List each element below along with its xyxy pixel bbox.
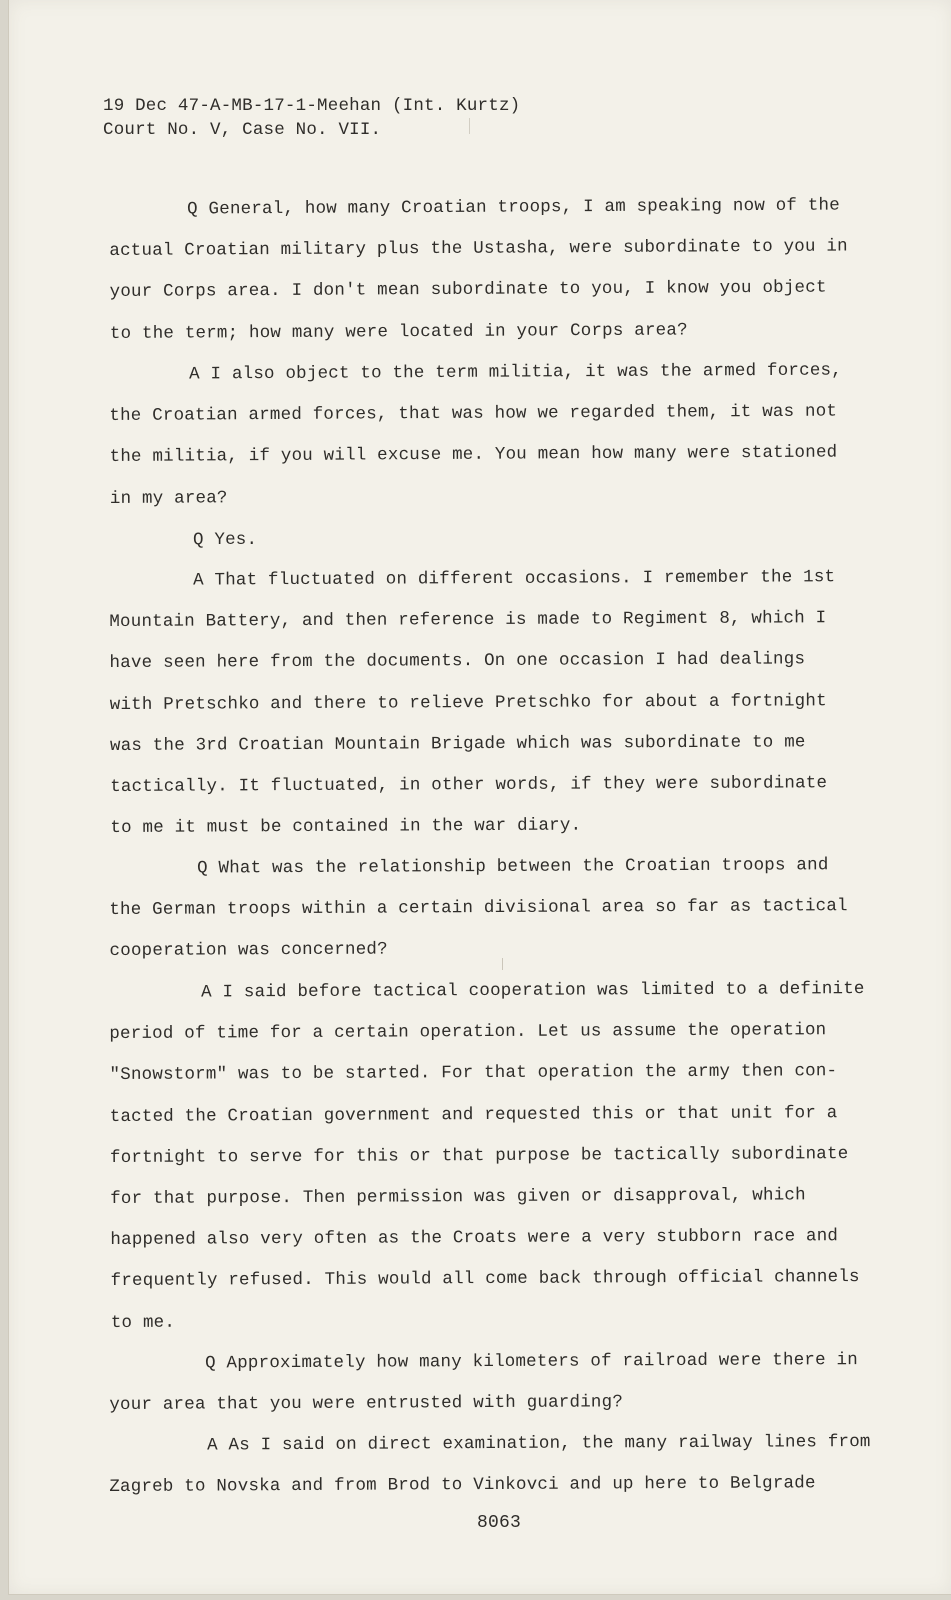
transcript-line: with Pretschko and there to relieve Pretschko for about a fortnight bbox=[109, 690, 827, 715]
transcript-line: to the term; how many were located in your Corps area? bbox=[109, 320, 688, 344]
transcript-line: Mountain Battery, and then reference is made to Regiment 8, which I bbox=[109, 608, 827, 633]
transcript-line: fortnight to serve for this or that purpose be tactically subordinate bbox=[109, 1143, 849, 1168]
transcript-line: in my area? bbox=[109, 487, 228, 509]
transcript-line: the Croatian armed forces, that was how we regarded them, it was not bbox=[109, 401, 838, 427]
transcript-line: was the 3rd Croatian Mountain Brigade which was subordinate to me bbox=[109, 731, 806, 756]
transcript-line: A I also object to the term militia, it was the armed forces, bbox=[189, 360, 842, 385]
transcript-line: the militia, if you will excuse me. You mean how many were stationed bbox=[109, 442, 838, 468]
transcript-line: tacted the Croatian government and requested this or that unit for a bbox=[109, 1102, 838, 1127]
transcript-line: frequently refused. This would all come back through official channels bbox=[110, 1267, 860, 1292]
transcript-body bbox=[109, 190, 869, 1509]
transcript-line: Q Yes. bbox=[193, 529, 258, 550]
transcript-paragraph bbox=[109, 969, 871, 1344]
transcript-line: to me. bbox=[110, 1312, 176, 1333]
transcript-line: A I said before tactical cooperation was limited to a definite bbox=[201, 978, 865, 1003]
transcript-line: your Corps area. I don't mean subordinate to you, I know you object bbox=[109, 278, 827, 303]
header-file-reference: 19 Dec 47-A-MB-17-1-Meehan (Int. Kurtz) bbox=[103, 96, 521, 116]
transcript-line: Q General, how many Croatian troops, I am speaking now of the bbox=[187, 195, 840, 220]
transcript-line: Zagreb to Novska and from Brod to Vinkovci and up here to Belgrade bbox=[109, 1473, 816, 1498]
paper-mark bbox=[502, 958, 503, 970]
transcript-line: the German troops within a certain divisional area so far as tactical bbox=[109, 896, 848, 921]
transcript-line: your area that you were entrusted with guarding? bbox=[109, 1392, 624, 1415]
transcript-paragraph bbox=[109, 1340, 869, 1426]
transcript-paragraph bbox=[109, 185, 870, 354]
transcript-line: Q Approximately how many kilometers of railroad were there in bbox=[205, 1349, 858, 1374]
header-court-case: Court No. V, Case No. VII. bbox=[103, 120, 382, 140]
paper-mark bbox=[469, 118, 470, 134]
transcript-line: A As I said on direct examination, the many railway lines from bbox=[207, 1432, 871, 1456]
transcript-line: tactically. It fluctuated, in other words, if they were subordinate bbox=[110, 773, 828, 797]
transcript-paragraph bbox=[109, 520, 869, 561]
transcript-line: have seen here from the documents. On one occasion I had dealings bbox=[109, 649, 806, 674]
transcript-line: to me it must be contained in the war diary. bbox=[110, 815, 582, 839]
transcript-line: happened also very often as the Croats were a very stubborn race and bbox=[110, 1226, 839, 1251]
transcript-paragraph bbox=[109, 1422, 869, 1508]
transcript-paragraph bbox=[109, 350, 870, 519]
transcript-line: A That fluctuated on different occasions. I remember the 1st bbox=[193, 567, 836, 591]
transcript-line: Q What was the relationship between the Croatian troops and bbox=[197, 855, 829, 879]
transcript-line: period of time for a certain operation. Let us assume the operation bbox=[109, 1020, 827, 1045]
transcript-paragraph bbox=[109, 557, 870, 849]
page-number: 8063 bbox=[477, 1513, 522, 1533]
document-page bbox=[8, 0, 951, 1595]
transcript-line: "Snowstorm" was to be started. For that operation the army then con- bbox=[109, 1061, 838, 1086]
transcript-paragraph bbox=[109, 845, 870, 973]
transcript-line: for that purpose. Then permission was given or disapproval, which bbox=[110, 1185, 806, 1209]
transcript-line: cooperation was concerned? bbox=[109, 940, 388, 962]
transcript-line: actual Croatian military plus the Ustasha, were subordinate to you in bbox=[109, 236, 848, 262]
